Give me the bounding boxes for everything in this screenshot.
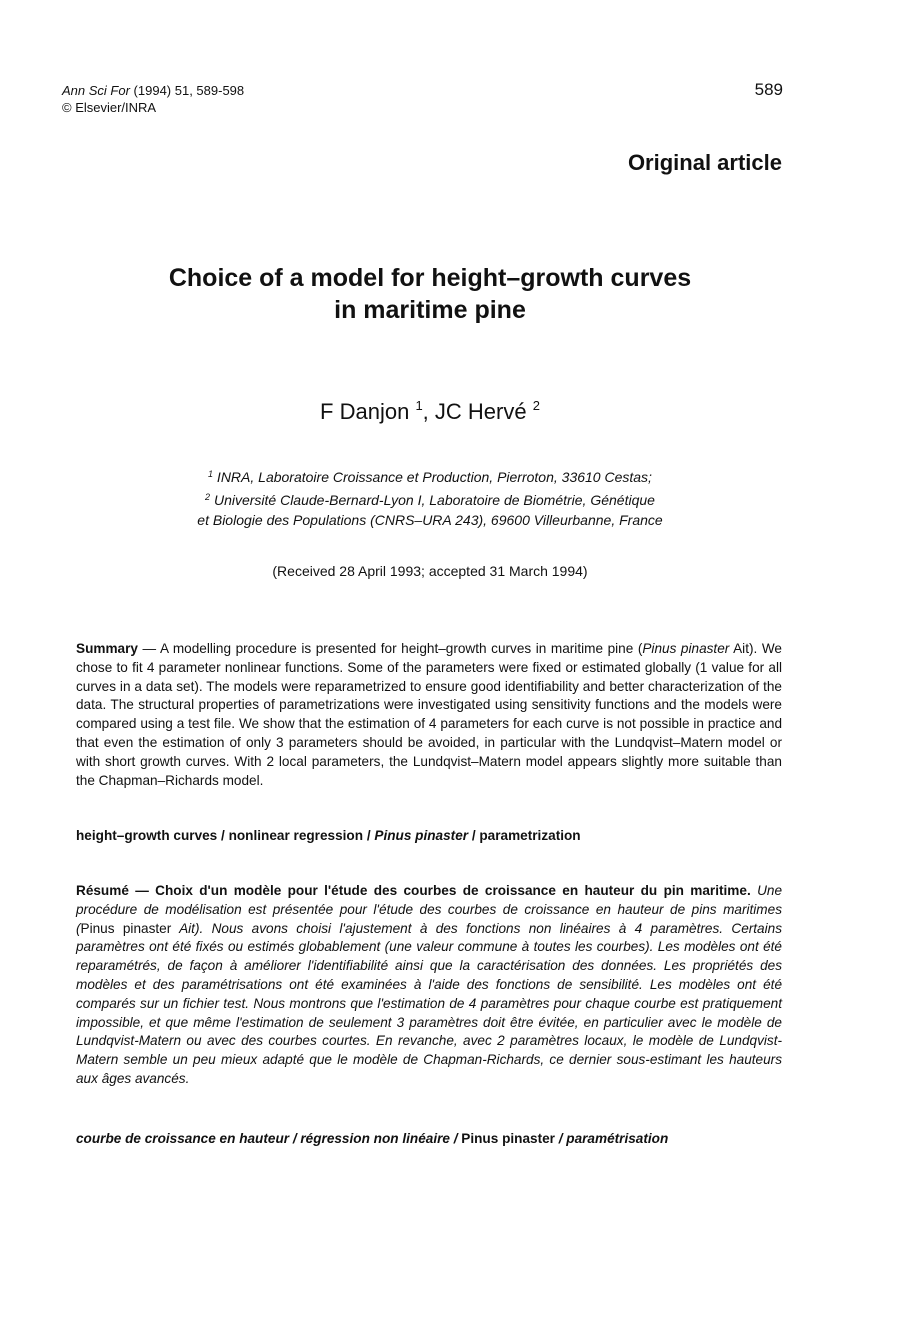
mots-cles-species: Pinus pinaster (461, 1131, 555, 1146)
author-2: , JC Hervé (422, 399, 533, 424)
resume-species: Pinus pinaster (80, 920, 172, 936)
mots-cles-part-b: / paramétrisation (554, 1131, 669, 1146)
article-title (0, 262, 860, 326)
author-1-affil-mark: 1 (415, 398, 423, 413)
resume-abstract (76, 882, 782, 1089)
summary-keywords (76, 827, 782, 846)
affiliation-2 (0, 487, 860, 510)
journal-name: Ann Sci For (62, 83, 130, 98)
affiliation-1-text: INRA, Laboratoire Croissance et Production, Pierroton, 33610 Cestas; (213, 469, 652, 485)
page-number: 589 (754, 80, 783, 99)
title-line-1: Choice of a model for height–growth curves (168, 264, 692, 292)
keywords-part-b: / parametrization (468, 828, 581, 843)
summary-text-b: Ait). We chose to fit 4 parameter nonlinear functions. Some of the parameters were fixed or estimated globally (1 value for all curves in a data set). The models were reparametrized to ensure good identifiability and better characterization of the data. The structural properties of parametrizations were investigated using sensitivity functions and the models were compared using a test file. We show that the estimation of 4 parameters for each curve is not possible in practice and that even the estimation of only 3 parameters should be avoided, in particular with the Lundqvist–Matern model or with short growth curves. With 2 local parameters, the Lundqvist–Matern model appears slightly more suitable than the Chapman–Richards model. (76, 641, 782, 788)
journal-volume-pages: (1994) 51, 589-598 (133, 83, 245, 98)
summary-text-a: — A modelling procedure is presented for height–growth curves in maritime pine ( (137, 641, 643, 656)
journal-citation (62, 82, 244, 116)
summary-label: Summary (76, 641, 138, 656)
title-line-2: in maritime pine (334, 296, 526, 324)
author-1: F Danjon (320, 399, 416, 424)
keywords-species: Pinus pinaster (374, 828, 469, 843)
copyright: © Elsevier/INRA (62, 100, 157, 115)
resume-keywords (76, 1130, 782, 1149)
summary-species: Pinus pinaster (642, 641, 730, 656)
resume-text-a: Une procédure de modélisation est présentée pour l'étude des courbes de croissance en hauteur de pins maritimes ( (76, 883, 783, 936)
received-dates: (Received 28 April 1993; accepted 31 March 1994) (272, 563, 588, 579)
article-type: Original article (627, 150, 782, 175)
affiliation-2-text: Université Claude-Bernard-Lyon I, Laboratoire de Biométrie, Génétique (210, 492, 655, 508)
author-2-affil-mark: 2 (532, 398, 540, 413)
authors (0, 398, 860, 425)
resume-text-b: Ait). Nous avons choisi l'ajustement à des fonctions non linéaires à 4 paramètres. Certains paramètres ont été fixés ou estimés globablement (une valeur commune à toutes les courbes). Les modèles ont été reparamétrés, de façon à améliorer l'identifiabilité ainsi que la caractérisation des données. Les propriétés des modèles et des paramétrisations ont été examinées à l'aide des fonctions de sensibilité. Les modèles ont été comparés sur un fichier test. Nous montrons que l'estimation de 4 paramètres pour chaque courbe est pratiquement impossible, et que même l'estimation de seulement 3 paramètres doit être évitée, en particulier avec le modèle de Lundqvist-Matern ou avec des courbes courtes. En revanche, avec 2 paramètres locaux, le modèle de Lundqvist-Matern semble un peu mieux adapté que le modèle de Chapman-Richards, ce dernier sous-estimant les hauteurs aux âges avancés. (76, 920, 782, 1086)
mots-cles-part-a: courbe de croissance en hauteur / régression non linéaire / (76, 1131, 462, 1146)
summary-abstract (76, 640, 782, 790)
affiliation-1 (0, 464, 860, 487)
affiliation-2-cont: et Biologie des Populations (CNRS–URA 243), 69600 Villeurbanne, France (197, 512, 663, 528)
resume-label: Résumé — Choix d'un modèle pour l'étude des courbes de croissance en hauteur du pin maritime. (76, 883, 751, 898)
affiliation-2-mark: 2 (205, 492, 211, 502)
affiliations (0, 464, 860, 530)
affiliation-1-mark: 1 (208, 469, 214, 479)
keywords-part-a: height–growth curves / nonlinear regression / (76, 828, 375, 843)
